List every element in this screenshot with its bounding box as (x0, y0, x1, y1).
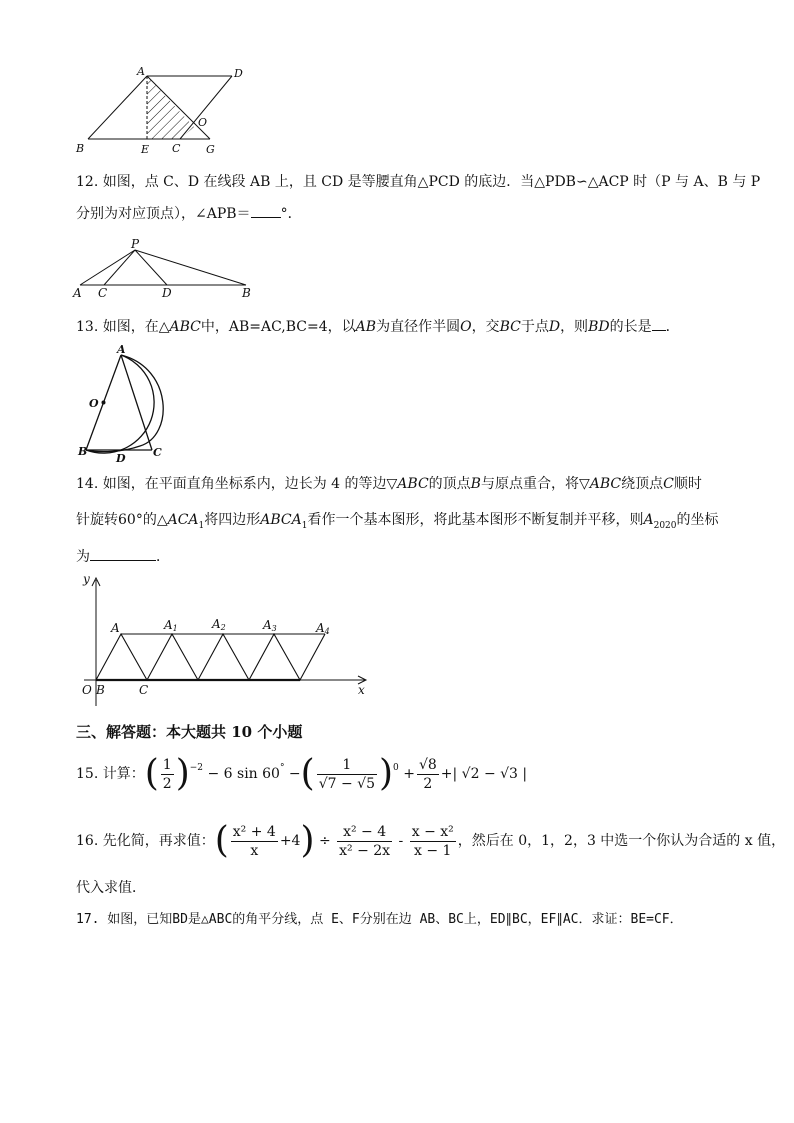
q15-sqrt8-num: √8 (418, 756, 437, 773)
q16-tail: ，然后在 0，1，2，3 中选一个你认为合适的 x 值， (457, 833, 786, 849)
q16-f3-den: x − 1 (414, 842, 452, 859)
q15-half-den: 2 (162, 775, 172, 792)
q13-t3: 为直径作半圆 (376, 319, 461, 335)
q14-tri1: ▽ABC (386, 476, 429, 492)
q13-t1: 13. 如图，在 (76, 319, 159, 335)
q13-t6: ，则 (560, 319, 589, 335)
q14-l3b: ． (156, 549, 170, 565)
label-b: B (242, 286, 251, 300)
q14-l2b: 的 (142, 512, 157, 528)
q16-f1-den: x (250, 842, 259, 859)
label-a: A (73, 286, 82, 300)
q14-answer-blank (90, 546, 156, 561)
q15-deg: ° (279, 763, 285, 773)
label-d: D (162, 286, 172, 300)
q15-half-num: 1 (162, 756, 172, 773)
q14-l1b: 的顶点 (428, 476, 471, 492)
q13-abc: △ABC (158, 319, 201, 335)
q13-t5: 于点 (520, 319, 549, 335)
q12-line2b: °． (280, 206, 302, 222)
q13-d: D (548, 319, 561, 335)
q15-plus: + (403, 766, 415, 782)
q16-f2-den: x² − 2x (339, 842, 391, 859)
label-c: C (98, 286, 108, 300)
q14-a2020-sub: 2020 (653, 520, 677, 531)
label-a: A (117, 343, 126, 356)
q15-inner-den: √7 − √5 (318, 775, 375, 792)
q16-f3-num: x − x² (411, 823, 454, 840)
q15-sqrt8-den: 2 (423, 775, 433, 792)
label-x: x (358, 683, 365, 697)
q15-half (161, 756, 174, 793)
q16-frac3 (410, 823, 456, 860)
label-o: O (198, 116, 208, 129)
figure-q11-parallelogram (70, 62, 260, 162)
q14-c: C (663, 476, 674, 492)
q15-abs: +| √2 − √3 | (440, 766, 528, 782)
q16-frac1 (231, 823, 278, 860)
q14-a2020: A (643, 512, 654, 528)
section-3-heading: 三、解答题：本大题共 10 个小题 (76, 723, 303, 741)
label-b: B (78, 445, 88, 458)
q16-expression (76, 818, 785, 864)
q14-tri2: ▽ABC (578, 476, 622, 492)
label-y: y (83, 572, 90, 586)
q13-text (76, 316, 680, 337)
q12-line2a: 分别为对应顶点），∠APB＝ (76, 206, 251, 222)
q13-bc: BC (499, 319, 521, 335)
q16-line2: 代入求值． (76, 880, 146, 896)
q14-l2c: 将四边形 (204, 512, 261, 528)
label-b: B (96, 683, 105, 697)
q14-l1c: 与原点重合，将 (480, 476, 579, 492)
q15-lparen: ( (144, 753, 159, 794)
q14-abca1: ABCA (260, 512, 302, 528)
q13-answer-blank (652, 316, 666, 331)
q13-o: O (460, 319, 472, 335)
figure-q14-coordinate-plane (74, 570, 374, 710)
q16-label: 16. 先化简，再求值： (76, 833, 215, 849)
q15-inner-num: 1 (317, 756, 377, 775)
label-a3: A3 (263, 618, 277, 633)
q16-rparen: ) (300, 820, 315, 861)
q15-inner-frac (317, 756, 377, 793)
q13-t2: 中，AB=AC,BC=4，以 (200, 319, 356, 335)
label-c: C (172, 142, 181, 155)
q14-b: B (470, 476, 481, 492)
q15-exp0: 0 (393, 763, 399, 773)
figure-q13-semicircle (78, 340, 178, 465)
q14-l1d: 绕顶点 (621, 476, 664, 492)
label-c: C (153, 446, 162, 459)
q15-rparen: ) (175, 753, 190, 794)
label-g: G (206, 143, 215, 156)
q12-line1: 12. 如图，点 C、D 在线段 AB 上，且 CD 是等腰直角△PCD 的底边．当△PDB∽△ACP 时（P 与 A、B 与 P (76, 174, 761, 190)
q14-l2e: 的坐标 (676, 512, 719, 528)
label-d: D (234, 67, 243, 80)
q14-l2d: 看作一个基本图形，将此基本图形不断复制并平移，则 (307, 512, 644, 528)
q16-frac2 (337, 823, 392, 860)
q12-answer-blank (251, 203, 281, 218)
q16-f1-num: x² + 4 (232, 823, 276, 840)
shaded-region (147, 76, 194, 139)
q13-ab: AB (355, 319, 377, 335)
q14-l1a: 14. 如图，在平面直角坐标系内，边长为 4 的等边 (76, 476, 387, 492)
q13-t4: ，交 (471, 319, 500, 335)
q15-label: 15. 计算： (76, 766, 145, 782)
q16-div: ÷ (318, 833, 331, 849)
q14-aca1: △ACA (156, 512, 199, 528)
q14-deg: 60° (118, 512, 143, 528)
q14-l3a: 为 (76, 549, 90, 565)
q15-minus: − (288, 766, 301, 782)
q14-abca1-sub: 1 (301, 520, 308, 531)
label-e: E (141, 143, 150, 156)
q14-aca1-sub: 1 (198, 520, 205, 531)
q12-line2 (76, 203, 302, 224)
label-a2: A2 (212, 617, 226, 632)
q13-t8: ． (665, 319, 680, 335)
q14-l2a: 针旋转 (76, 512, 118, 528)
q14-line1 (76, 474, 702, 494)
q14-line2 (76, 510, 719, 536)
q15-lparen2: ( (300, 753, 315, 794)
q14-line3 (76, 546, 170, 567)
q17-text: 17. 如图，已知BD是△ABC的角平分线，点 E、F分别在边 AB、BC上，ED∥BC，EF∥AC．求证：BE=CF． (76, 912, 683, 927)
q15-exp1: −2 (189, 763, 204, 773)
figure-q12-triangles (70, 237, 270, 303)
q13-bd: BD (588, 319, 610, 335)
q15-sqrt8-frac (417, 756, 439, 793)
q15-expression (76, 752, 527, 796)
q15-sin-term: − 6 sin 60 (207, 766, 280, 782)
q16-f2-num: x² − 4 (337, 823, 392, 842)
label-a: A (111, 621, 120, 635)
label-c: C (139, 683, 149, 697)
label-d: D (116, 452, 126, 465)
label-a4: A4 (316, 621, 330, 636)
q16-lparen: ( (214, 820, 229, 861)
q14-l1e: 顺时 (673, 476, 702, 492)
label-a1: A1 (164, 618, 178, 633)
q16-plus4: +4 (279, 833, 301, 849)
label-a: A (137, 65, 145, 78)
label-o: O (89, 397, 99, 410)
q16-minus: - (398, 833, 404, 849)
label-b: B (76, 142, 85, 155)
q15-rparen2: ) (378, 753, 394, 794)
q13-t7: 的长是 (609, 319, 652, 335)
label-o: O (82, 683, 92, 697)
label-p: P (131, 237, 140, 251)
